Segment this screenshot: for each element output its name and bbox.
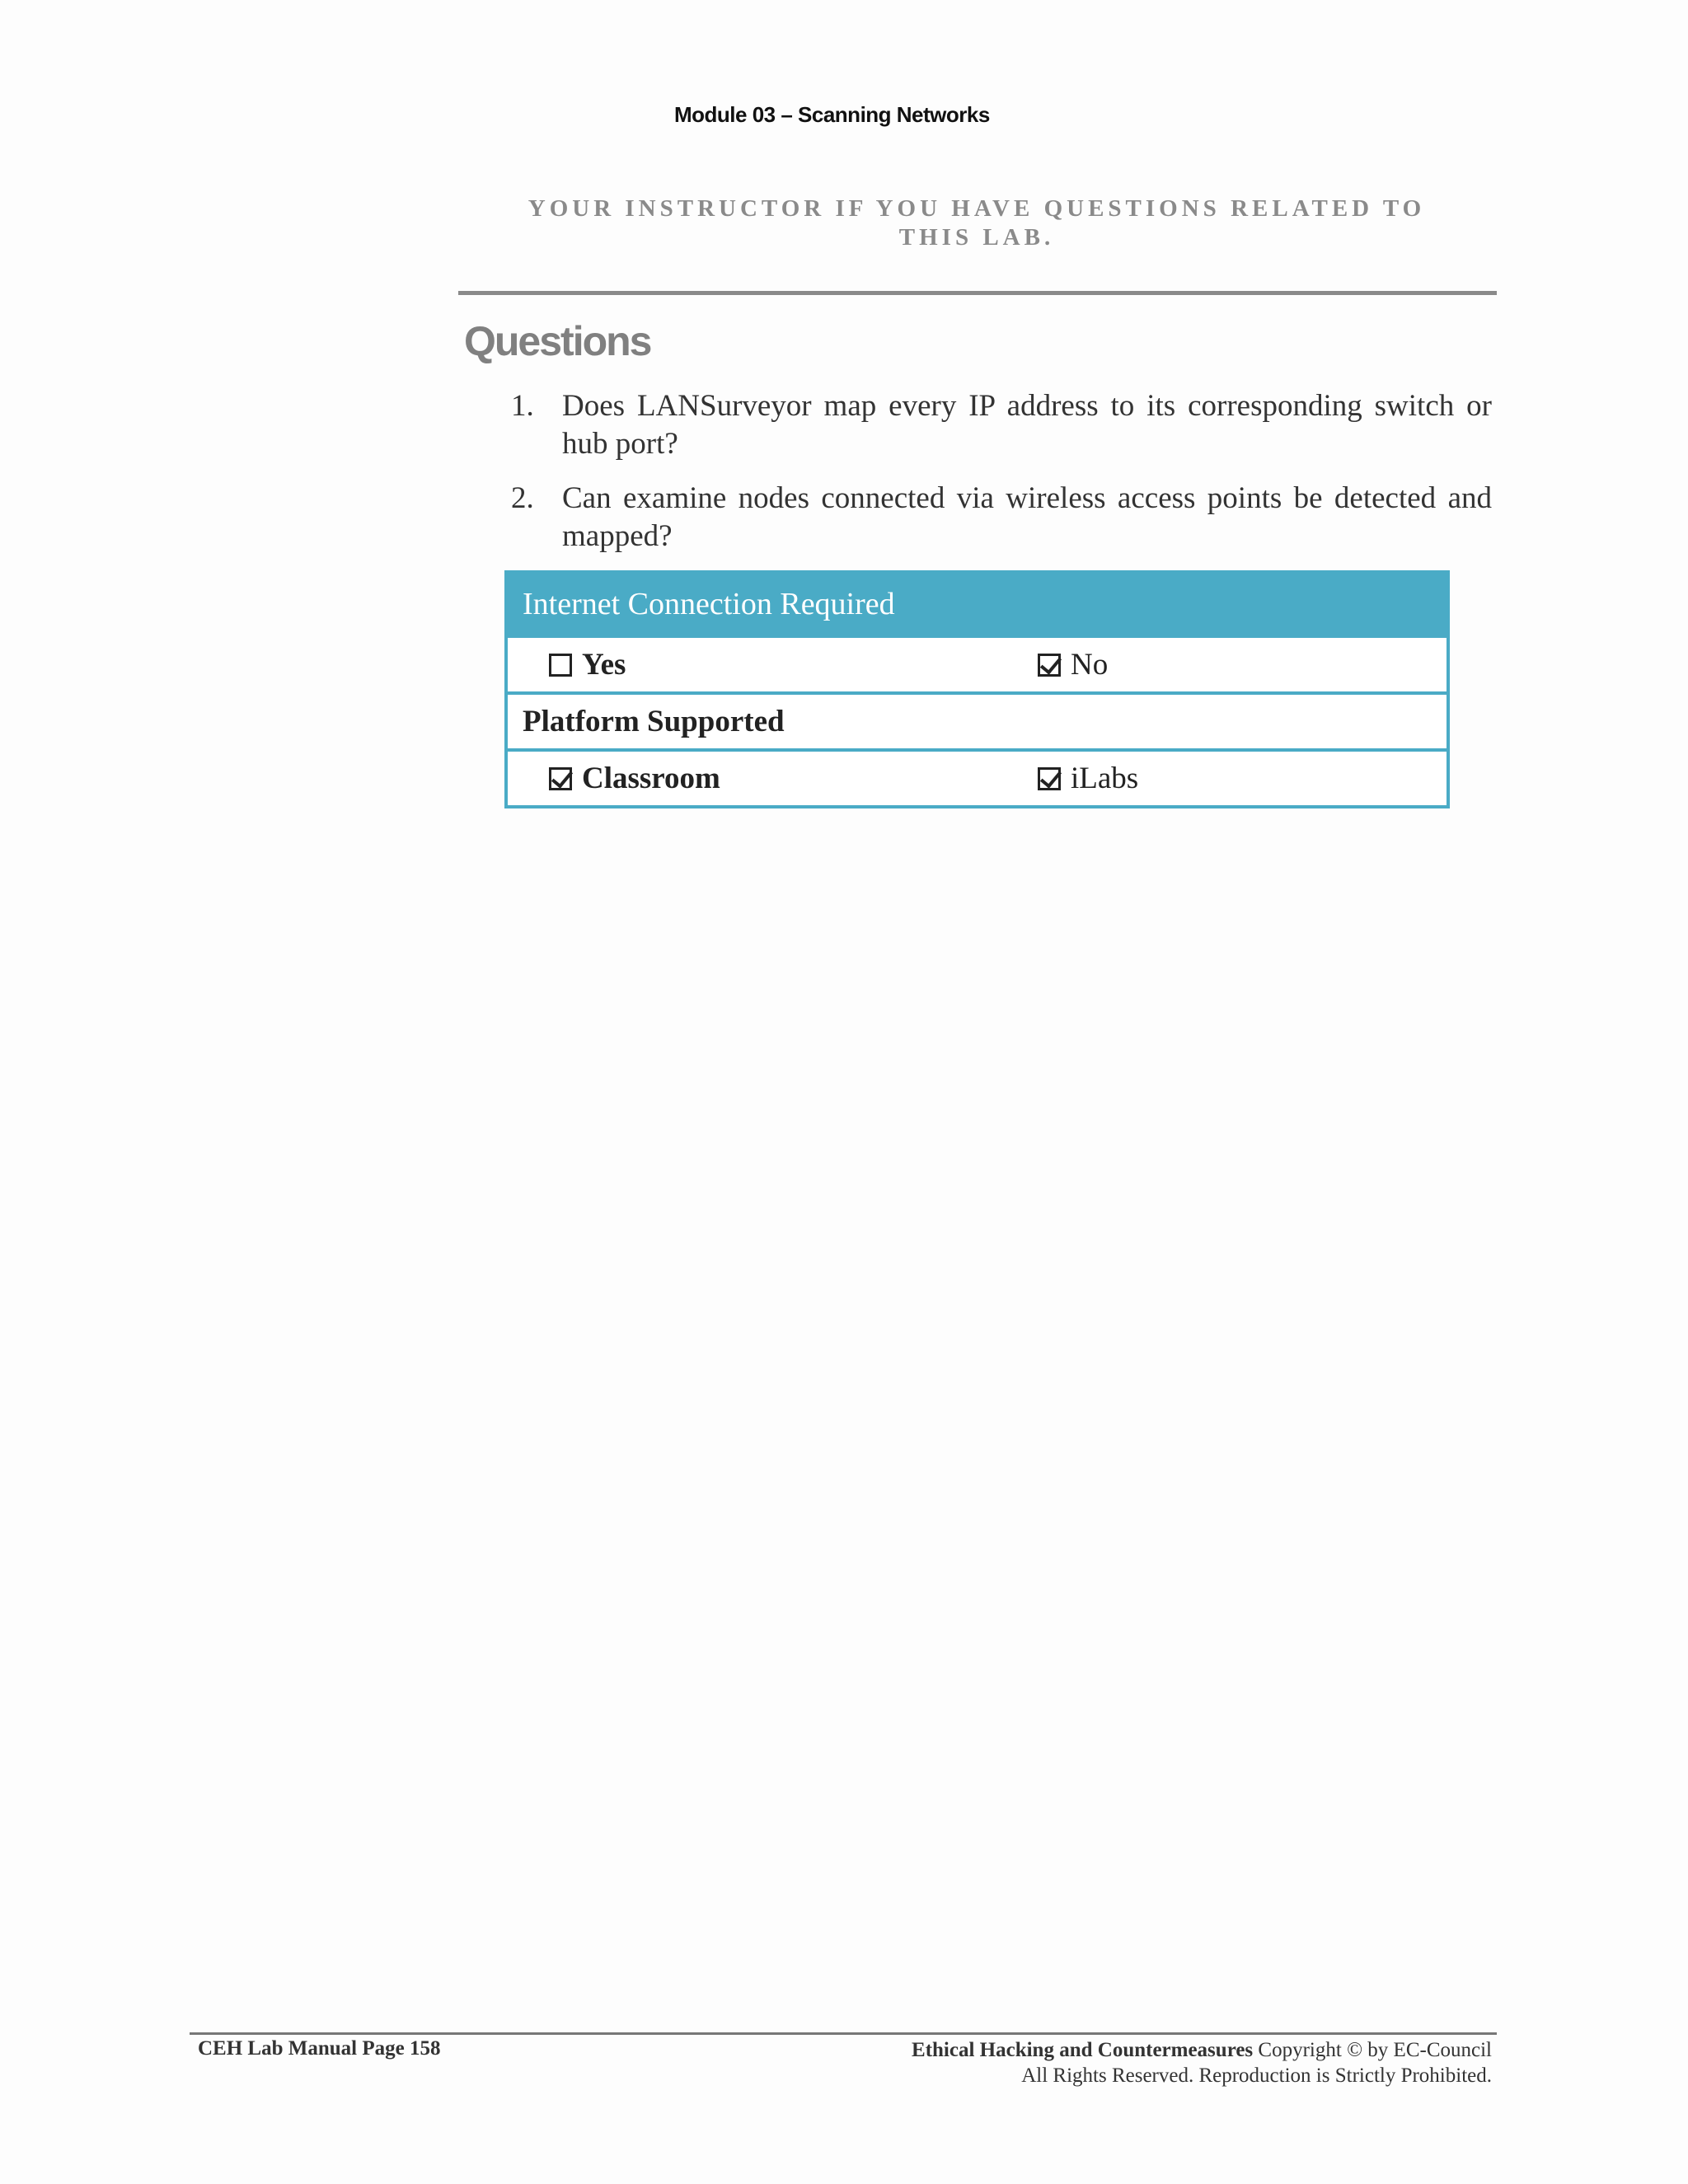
option-ilabs — [1038, 761, 1138, 796]
question-number: 1. — [511, 389, 534, 423]
questions-heading: Questions — [464, 318, 651, 364]
footer-copyright-text: Copyright © by EC-Council — [1253, 2039, 1492, 2061]
unchecked-box-icon — [549, 654, 572, 677]
option-yes — [508, 647, 1038, 682]
checked-box-icon — [1038, 767, 1061, 790]
option-classroom — [508, 761, 1038, 796]
instructor-note-line-2: THIS LAB. — [898, 224, 1055, 251]
instructor-note-line-1: YOUR INSTRUCTOR IF YOU HAVE QUESTIONS RELATED TO — [528, 195, 1426, 222]
checked-box-icon — [549, 767, 572, 790]
option-label: Yes — [582, 648, 626, 682]
question-item — [511, 387, 1492, 463]
question-number: 2. — [511, 481, 534, 515]
option-label: iLabs — [1071, 762, 1139, 795]
section-divider — [458, 291, 1497, 295]
checked-box-icon — [1038, 654, 1061, 677]
footer-divider — [190, 2032, 1497, 2035]
footer-page-label: CEH Lab Manual Page 158 — [198, 2037, 441, 2060]
question-list — [511, 387, 1492, 572]
platform-supported-heading: Platform Supported — [508, 691, 1447, 748]
requirements-table — [504, 570, 1450, 808]
question-text: Does LANSurveyor map every IP address to its corresponding switch or hub port? — [562, 389, 1492, 461]
question-item — [511, 480, 1492, 555]
option-label: Classroom — [582, 762, 720, 795]
question-text: Can examine nodes connected via wireless access points be detected and mapped? — [562, 481, 1492, 553]
footer-copyright-line-1 — [791, 2037, 1492, 2063]
footer-rights-line: All Rights Reserved. Reproduction is Strictly Prohibited. — [1021, 2064, 1492, 2087]
page-header: Module 03 – Scanning Networks — [674, 102, 990, 127]
footer-title: Ethical Hacking and Countermeasures — [912, 2039, 1254, 2061]
internet-connection-heading: Internet Connection Required — [508, 574, 1447, 635]
platform-options-row — [508, 748, 1447, 805]
footer-copyright — [791, 2037, 1492, 2088]
option-label: No — [1071, 648, 1109, 682]
instructor-note — [462, 194, 1492, 252]
internet-options-row — [508, 635, 1447, 691]
option-no — [1038, 647, 1108, 682]
